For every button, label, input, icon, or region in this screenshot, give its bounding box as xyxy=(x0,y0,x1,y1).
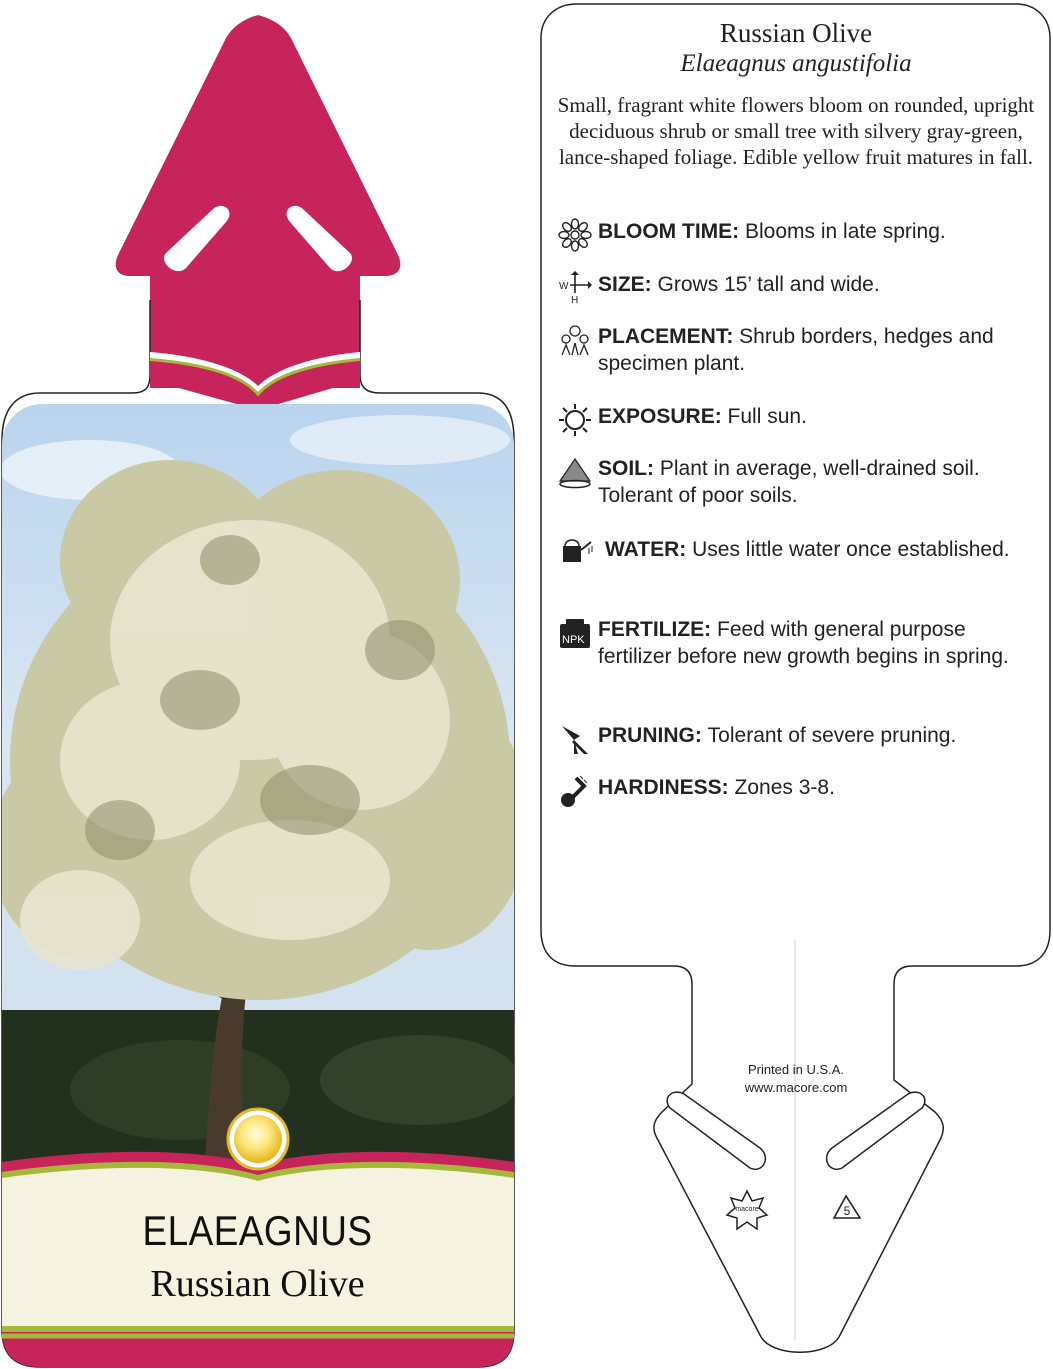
plant-description: Small, fragrant white flowers bloom on rounded, upright deciduous shrub or small tree with silvery gray-green, lance-shaped foliage. Edible yellow fruit matures in fall. xyxy=(557,93,1035,169)
info-soil xyxy=(598,455,1038,509)
botanical-name: Elaeagnus angustifolia xyxy=(680,50,912,77)
placement-icon xyxy=(558,323,592,357)
info-exposure xyxy=(598,403,1038,430)
info-fertilize xyxy=(562,616,1038,670)
placement-label: PLACEMENT: xyxy=(598,325,740,348)
printed-in: Printed in U.S.A. xyxy=(747,1062,845,1077)
hardiness-label: HARDINESS: xyxy=(598,776,735,799)
size-text: Grows 15’ tall and wide. xyxy=(657,273,880,296)
soil-text: Plant in average, well-drained soil. Tolerant of poor soils. xyxy=(598,457,980,507)
info-placement xyxy=(598,323,1038,377)
water-label: WATER: xyxy=(605,538,693,561)
fertilize-label: FERTILIZE: xyxy=(598,618,717,641)
recycle-number: 5 xyxy=(843,1204,851,1218)
info-size xyxy=(559,271,1038,305)
info-hardiness xyxy=(598,774,1038,801)
pruning-text: Tolerant of severe pruning. xyxy=(707,724,957,747)
macore-logo-text: macore xyxy=(735,1206,759,1213)
npk-text: NPK xyxy=(562,634,585,646)
sun-icon xyxy=(558,403,592,437)
info-pruning xyxy=(598,722,1038,749)
website: www.macore.com xyxy=(744,1080,848,1095)
size-label: SIZE: xyxy=(598,273,658,296)
size-icon-h: H xyxy=(571,295,579,305)
front-genus: ELAEAGNUS xyxy=(142,1207,373,1254)
back-common-name: Russian Olive xyxy=(719,18,873,48)
info-bloom-time xyxy=(598,218,1038,245)
watering-can-icon xyxy=(559,536,593,570)
info-water xyxy=(605,536,1045,563)
front-common-name: Russian Olive xyxy=(150,1263,365,1305)
bloom-time-label: BLOOM TIME: xyxy=(598,220,745,243)
exposure-text: Full sun. xyxy=(727,405,807,428)
flower-icon xyxy=(558,218,592,252)
soil-label: SOIL: xyxy=(598,457,660,480)
water-text: Uses little water once established. xyxy=(692,538,1010,561)
exposure-label: EXPOSURE: xyxy=(598,405,728,428)
pruners-icon xyxy=(558,722,592,756)
fertilize-text: Feed with general purpose fertilizer before new growth begins in spring. xyxy=(598,618,1009,668)
bloom-time-text: Blooms in late spring. xyxy=(744,220,946,243)
thermometer-icon xyxy=(558,774,592,808)
pruning-label: PRUNING: xyxy=(598,724,708,747)
size-icon-w: W xyxy=(559,281,569,292)
hardiness-text: Zones 3-8. xyxy=(734,776,835,799)
npk-icon xyxy=(558,616,592,650)
size-icon xyxy=(558,271,592,305)
placement-text: Shrub borders, hedges and specimen plant. xyxy=(598,325,994,375)
soil-icon xyxy=(558,455,592,489)
